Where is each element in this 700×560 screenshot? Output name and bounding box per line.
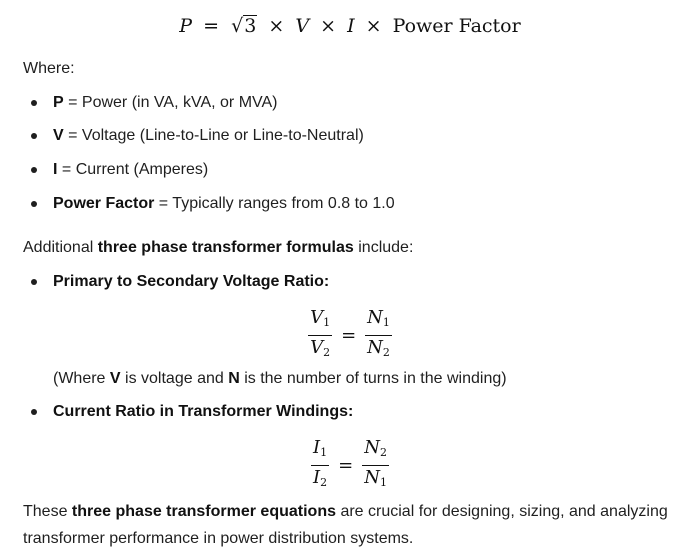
list-item [53, 93, 278, 113]
subscript: 1 [379, 476, 387, 489]
formula-power-factor: Power Factor [392, 15, 521, 37]
variable: N [364, 437, 380, 458]
bullet-icon [31, 167, 37, 173]
current-ratio-heading [53, 402, 353, 422]
definition-term: V [53, 127, 64, 144]
equals-sign: = [338, 455, 354, 476]
power-formula [0, 12, 700, 40]
list-item [53, 126, 364, 146]
current-ratio-equation [0, 437, 700, 494]
conclusion-bold: three phase transformer equations [71, 503, 336, 520]
definition-term: Power Factor [53, 195, 155, 212]
definition-text: = Power (in VA, kVA, or MVA) [63, 94, 278, 111]
bullet-icon [31, 201, 37, 207]
variable: N [367, 307, 383, 328]
list-item [53, 160, 208, 180]
bullet-icon [31, 100, 37, 106]
formula-equals: = [203, 15, 220, 37]
formula-p: P [179, 15, 193, 37]
subscript: 1 [382, 316, 390, 329]
fraction [308, 307, 332, 364]
formula-times: × [268, 15, 285, 37]
fraction [311, 437, 329, 494]
variable: I [313, 437, 321, 458]
intro-text: Additional [23, 239, 98, 256]
variable: V [310, 337, 324, 358]
formula-times: × [365, 15, 382, 37]
subscript: 2 [379, 446, 387, 459]
conclusion-text: These [23, 503, 72, 520]
note-bold: N [228, 370, 240, 387]
subscript: 1 [320, 446, 328, 459]
where-label: Where: [23, 60, 75, 77]
heading-text: Current Ratio in Transformer Windings: [53, 403, 354, 420]
list-item [53, 194, 395, 214]
subscript: 2 [382, 346, 390, 359]
variable: V [310, 307, 324, 328]
intro-bold: three phase transformer formulas [97, 239, 354, 256]
intro-text: include: [353, 239, 414, 256]
voltage-ratio-equation [0, 307, 700, 364]
subscript: 2 [323, 346, 331, 359]
conclusion-line-2: transformer performance in power distribution systems. [23, 530, 414, 547]
voltage-ratio-heading [53, 272, 329, 292]
note-bold: V [109, 370, 121, 387]
variable: I [313, 467, 321, 488]
note-text: (Where [53, 370, 110, 387]
definition-term: P [53, 94, 64, 111]
voltage-ratio-note [53, 369, 507, 389]
formula-v: V [295, 15, 310, 37]
conclusion-line-1 [23, 502, 668, 522]
conclusion-text: are crucial for designing, sizing, and analyzing [336, 503, 668, 520]
fraction [362, 437, 389, 494]
definition-text: = Voltage (Line-to-Line or Line-to-Neutral) [63, 127, 364, 144]
additional-intro [23, 238, 413, 258]
bullet-icon [31, 133, 37, 139]
bullet-icon [31, 279, 37, 285]
subscript: 1 [323, 316, 331, 329]
sqrt-symbol: √ [231, 15, 244, 37]
subscript: 2 [320, 476, 328, 489]
definition-term: I [53, 161, 58, 178]
bullet-icon [31, 409, 37, 415]
equals-sign: = [341, 325, 357, 346]
heading-text: Primary to Secondary Voltage Ratio: [53, 273, 330, 290]
definition-text: = Typically ranges from 0.8 to 1.0 [154, 195, 395, 212]
formula-times: × [320, 15, 337, 37]
sqrt-expression [230, 12, 257, 40]
definition-text: = Current (Amperes) [57, 161, 209, 178]
fraction [365, 307, 392, 364]
variable: N [364, 467, 380, 488]
formula-i: I [347, 15, 355, 37]
variable: N [367, 337, 383, 358]
sqrt-radicand: 3 [244, 15, 257, 37]
note-text: is voltage and [120, 370, 229, 387]
note-text: is the number of turns in the winding) [239, 370, 507, 387]
